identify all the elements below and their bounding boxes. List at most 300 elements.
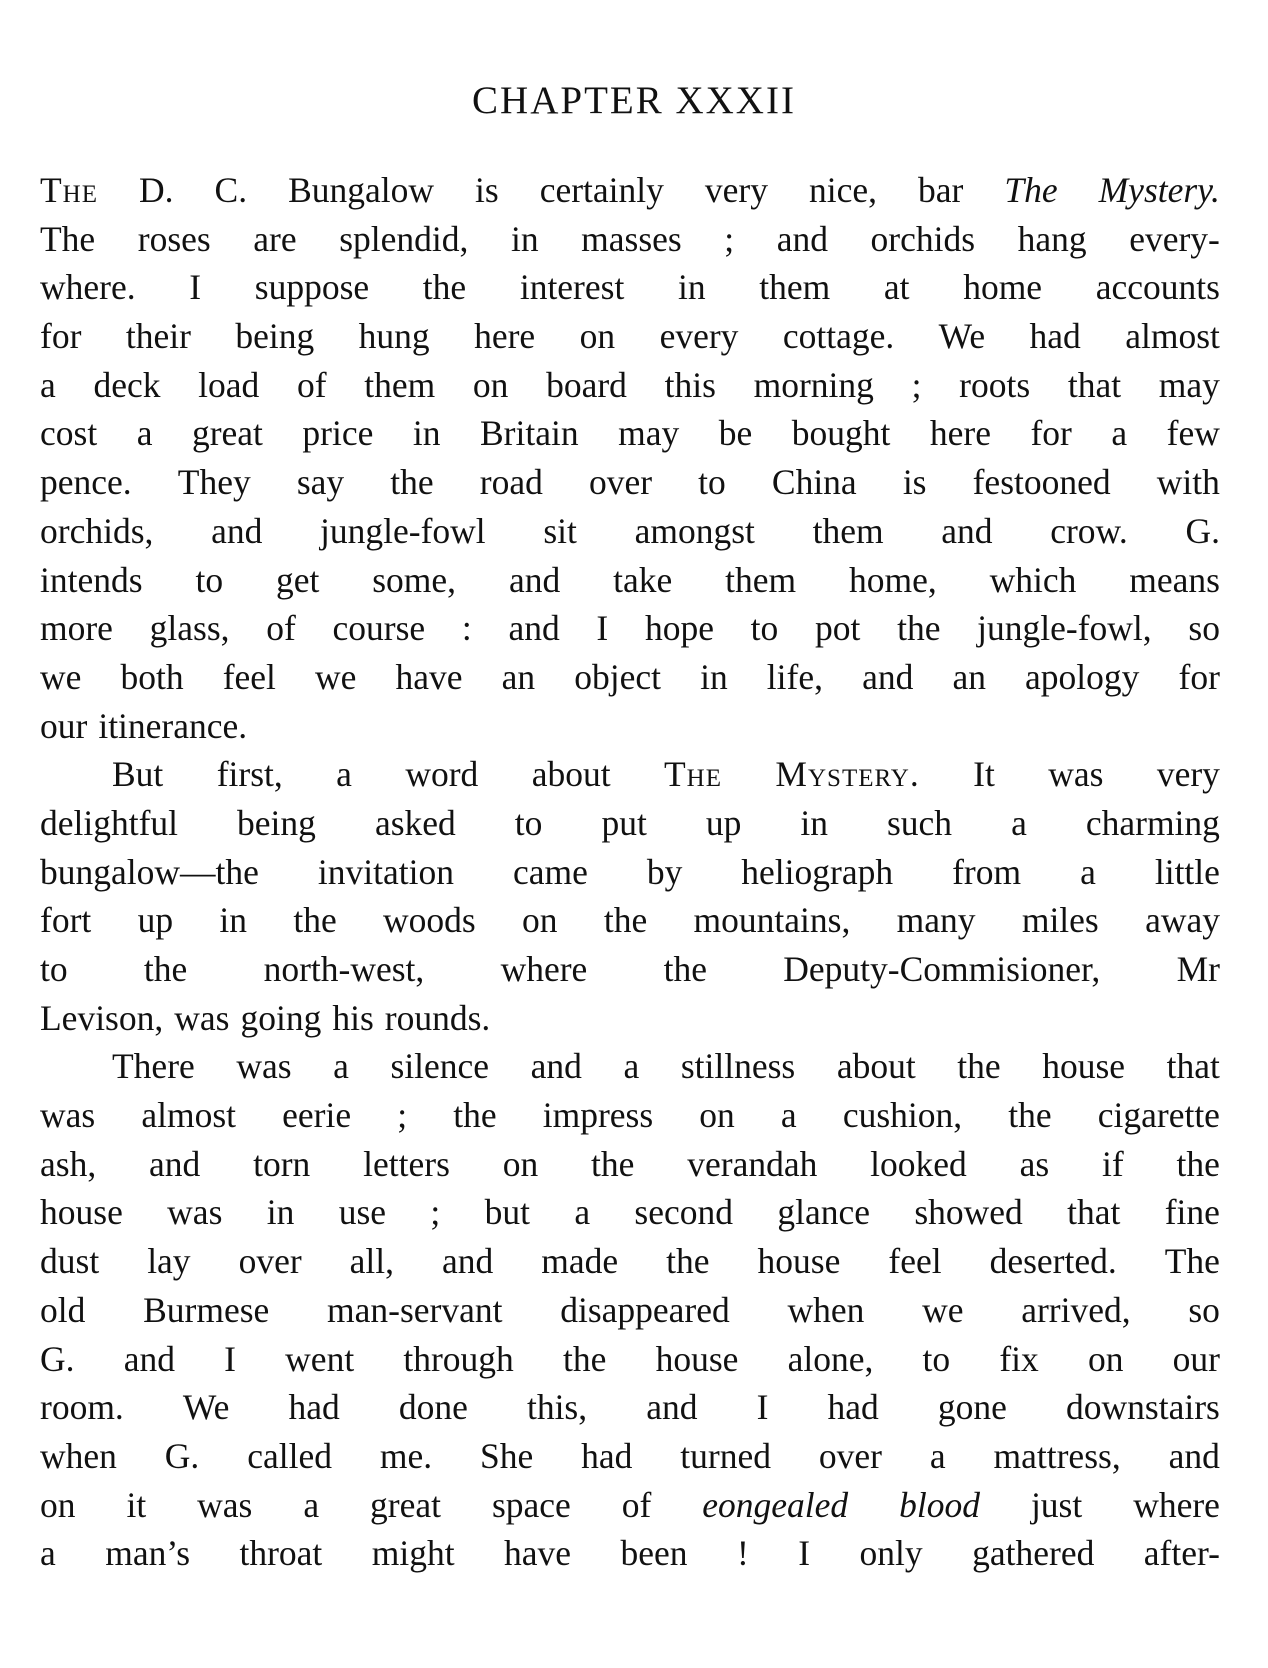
word: lay <box>147 1241 191 1282</box>
word: fine <box>1164 1192 1220 1233</box>
word: about <box>836 1046 916 1087</box>
word: and <box>508 608 560 649</box>
word: She <box>479 1435 534 1476</box>
word: But <box>112 754 164 795</box>
word: very <box>704 170 768 210</box>
word: delightful <box>40 802 179 843</box>
text-line <box>40 848 1220 897</box>
word: Burmese <box>143 1289 270 1330</box>
word: and <box>442 1241 494 1282</box>
word: for <box>1030 413 1072 454</box>
word: every- <box>1129 218 1220 259</box>
word: few <box>1166 413 1220 454</box>
word: alone, <box>787 1338 874 1379</box>
word: went <box>285 1338 355 1379</box>
word: and <box>941 510 993 551</box>
word: and <box>862 656 914 697</box>
word: a <box>40 1533 56 1574</box>
word: intends <box>40 559 143 600</box>
word: are <box>253 218 297 259</box>
word: masses <box>581 218 682 259</box>
word: them <box>725 559 797 600</box>
text-line <box>40 1237 1220 1286</box>
word: the <box>897 608 941 649</box>
word: letters <box>363 1143 450 1184</box>
word: jungle-fowl <box>320 510 486 551</box>
word: nice, <box>809 170 878 210</box>
word: over <box>238 1241 302 1282</box>
word: through <box>403 1338 514 1379</box>
word: for <box>1178 656 1220 697</box>
word: eerie <box>282 1095 352 1136</box>
word: done <box>398 1387 468 1428</box>
word: Britain <box>479 413 579 454</box>
word: had <box>288 1387 340 1428</box>
word: Mystery. <box>775 754 920 795</box>
word: a <box>1011 802 1027 843</box>
word: that <box>1067 364 1122 405</box>
word: house <box>757 1241 841 1282</box>
word: splendid, <box>339 218 469 259</box>
word: downstairs <box>1066 1387 1220 1428</box>
word: over <box>818 1435 882 1476</box>
word: where <box>1133 1484 1220 1525</box>
word: where <box>500 949 588 989</box>
word: the <box>591 1143 635 1184</box>
word: China <box>771 462 857 503</box>
word: was <box>174 997 230 1038</box>
word: We <box>182 1387 230 1428</box>
word: home <box>963 267 1043 308</box>
word: we <box>40 656 82 697</box>
word: D. <box>139 170 174 210</box>
word: and <box>149 1143 201 1184</box>
word: load <box>198 364 260 405</box>
word: deck <box>93 364 161 405</box>
word: that <box>1166 1046 1220 1087</box>
word: great <box>370 1484 441 1525</box>
word: was <box>40 1095 96 1136</box>
paragraph <box>40 1042 1220 1578</box>
word: hope <box>644 608 714 649</box>
word: Deputy-Commisioner, <box>783 949 1101 989</box>
word: we <box>315 656 357 697</box>
word: called <box>247 1435 332 1476</box>
word: verandah <box>687 1143 818 1184</box>
word: a <box>780 1095 797 1136</box>
word: board <box>546 364 627 405</box>
word: after- <box>1143 1533 1220 1574</box>
word: first, <box>216 754 283 795</box>
word: is <box>902 462 927 503</box>
word: dust <box>40 1241 100 1282</box>
text-line <box>40 1188 1220 1237</box>
word: very <box>1156 754 1220 795</box>
text-line <box>40 556 1220 605</box>
word: them <box>364 364 436 405</box>
word: ; <box>724 218 735 259</box>
word: rounds. <box>384 997 491 1038</box>
word: ; <box>911 364 922 405</box>
word: The <box>40 218 96 259</box>
word: is <box>475 170 499 210</box>
word: the <box>143 949 188 989</box>
word: and <box>530 1046 582 1087</box>
word: may <box>1158 364 1220 405</box>
word: have <box>504 1533 572 1574</box>
word: morning <box>753 364 874 405</box>
word: hung <box>358 316 430 357</box>
word: ; <box>430 1192 441 1233</box>
word: interest <box>519 267 625 308</box>
word: be <box>718 413 753 454</box>
word: this <box>664 364 716 405</box>
text-line <box>40 750 1220 799</box>
word: use <box>338 1192 387 1233</box>
word: up <box>705 802 742 843</box>
paragraph <box>40 750 1220 1042</box>
word: G. <box>1185 510 1220 551</box>
word: cost <box>40 413 98 454</box>
word: Mr <box>1176 949 1220 989</box>
word: G. <box>164 1435 200 1476</box>
word: was <box>236 1046 292 1087</box>
text-line <box>40 263 1220 312</box>
word: hang <box>1017 218 1087 259</box>
word: almost <box>1125 316 1220 357</box>
word: a <box>574 1192 591 1233</box>
word: festooned <box>972 462 1111 503</box>
word: glass, <box>149 608 230 649</box>
word: the <box>453 1095 497 1136</box>
word: but <box>484 1192 530 1233</box>
word: course <box>332 608 426 649</box>
word: The <box>1164 1241 1220 1282</box>
text-line <box>40 166 1220 215</box>
word: when <box>40 1435 117 1476</box>
word: The <box>40 170 99 210</box>
word: cushion, <box>842 1095 963 1136</box>
word: a <box>136 413 153 454</box>
word: a <box>333 1046 349 1087</box>
word: had <box>581 1435 633 1476</box>
word: accounts <box>1095 267 1220 308</box>
word: pence. <box>40 462 132 503</box>
word: ash, <box>40 1143 97 1184</box>
word: where. <box>40 267 136 308</box>
text-line <box>40 799 1220 848</box>
word: mountains, <box>693 900 851 941</box>
word: was <box>197 1484 253 1525</box>
word: turned <box>680 1435 771 1476</box>
word: They <box>177 462 251 503</box>
word: with <box>1156 462 1220 503</box>
word: miles <box>1021 900 1099 941</box>
word: both <box>120 656 184 697</box>
word: in <box>677 267 706 308</box>
word: every <box>659 316 739 357</box>
word: : <box>461 608 472 649</box>
word: we <box>922 1289 964 1330</box>
text-line <box>40 604 1220 653</box>
word: the <box>1008 1095 1052 1136</box>
word: cottage. <box>782 316 895 357</box>
word: old <box>40 1289 86 1330</box>
word: great <box>191 413 263 454</box>
word: almost <box>141 1095 237 1136</box>
word: blood <box>899 1484 980 1525</box>
word: if <box>1102 1143 1124 1184</box>
word: showed <box>914 1192 1023 1233</box>
word: been <box>620 1533 688 1574</box>
text-line <box>40 896 1220 945</box>
word: just <box>1030 1484 1083 1525</box>
word: There <box>112 1046 195 1087</box>
word: here <box>474 316 536 357</box>
text-line <box>40 215 1220 264</box>
word: when <box>787 1289 865 1330</box>
word: a <box>1080 851 1096 892</box>
word: more <box>40 608 113 649</box>
word: I <box>224 1338 236 1379</box>
word: a <box>623 1046 640 1087</box>
text-line <box>40 1091 1220 1140</box>
word: about <box>531 754 611 795</box>
word: pot <box>815 608 861 649</box>
word: The <box>664 754 723 795</box>
word: I <box>596 608 609 649</box>
word: and <box>776 218 828 259</box>
word: asked <box>374 802 456 843</box>
word: going <box>240 997 322 1038</box>
word: man-servant <box>327 1289 503 1330</box>
text-line <box>40 507 1220 556</box>
word: orchids <box>870 218 976 259</box>
word: in <box>510 218 539 259</box>
word: might <box>371 1533 455 1574</box>
word: a <box>1111 413 1128 454</box>
word: to <box>40 949 68 989</box>
word: a <box>303 1484 320 1525</box>
word: of <box>266 608 296 649</box>
word: all, <box>349 1241 395 1282</box>
word: bungalow—the <box>40 851 259 892</box>
word: on <box>699 1095 735 1136</box>
word: feel <box>222 656 276 697</box>
text-line <box>40 1335 1220 1384</box>
word: Levison, <box>40 997 164 1038</box>
text-line <box>40 458 1220 507</box>
text-line <box>40 1140 1220 1189</box>
word: word <box>405 754 479 795</box>
word: an <box>952 656 986 697</box>
word: his <box>332 997 374 1038</box>
word: object <box>574 656 661 697</box>
word: came <box>512 851 588 892</box>
word: the <box>603 900 648 941</box>
word: sit <box>543 510 577 551</box>
word: bar <box>918 170 964 210</box>
word: gone <box>937 1387 1007 1428</box>
word: G. <box>40 1338 75 1379</box>
word: crow. <box>1050 510 1128 551</box>
word: little <box>1154 851 1220 892</box>
word: up <box>137 900 174 941</box>
word: their <box>125 316 191 357</box>
word: our <box>40 705 88 746</box>
word: in <box>800 802 828 843</box>
word: throat <box>239 1533 323 1574</box>
word: to <box>698 462 726 503</box>
word: means <box>1129 559 1220 600</box>
word: the <box>390 462 434 503</box>
word: second <box>634 1192 734 1233</box>
word: apology <box>1025 656 1140 697</box>
chapter-title: CHAPTER XXXII <box>472 79 796 122</box>
word: feel <box>888 1241 942 1282</box>
word: was <box>167 1192 223 1233</box>
word: of <box>621 1484 652 1525</box>
word: and <box>508 559 561 600</box>
word: space <box>491 1484 571 1525</box>
word: them <box>759 267 831 308</box>
word: had <box>827 1387 879 1428</box>
word: life, <box>766 656 823 697</box>
paragraph <box>40 166 1220 750</box>
word: torn <box>253 1143 311 1184</box>
word: on <box>40 1484 76 1525</box>
word: was <box>1048 754 1104 795</box>
word: in <box>412 413 441 454</box>
text-line <box>40 361 1220 410</box>
word: away <box>1145 900 1220 941</box>
word: which <box>989 559 1077 600</box>
word: here <box>929 413 991 454</box>
word: a <box>929 1435 946 1476</box>
text-line <box>40 994 1220 1043</box>
word: say <box>296 462 345 503</box>
text-line <box>40 1481 1220 1530</box>
word: and <box>646 1387 698 1428</box>
word: disappeared <box>560 1289 730 1330</box>
word: made <box>541 1241 619 1282</box>
word: our <box>1172 1338 1220 1379</box>
word: the <box>293 900 337 941</box>
word: ! <box>736 1533 749 1574</box>
word: gathered <box>972 1533 1095 1574</box>
word: certainly <box>539 170 664 210</box>
word: eongealed <box>702 1484 849 1525</box>
word: on <box>472 364 509 405</box>
word: it <box>126 1484 147 1525</box>
word: the <box>666 1241 710 1282</box>
word: and <box>1168 1435 1220 1476</box>
word: the <box>957 1046 1001 1087</box>
word: We <box>938 316 986 357</box>
word: had <box>1029 316 1081 357</box>
word: suppose <box>254 267 370 308</box>
word: to <box>750 608 779 649</box>
text-line <box>40 1286 1220 1335</box>
word: roses <box>137 218 211 259</box>
text-line <box>40 1383 1220 1432</box>
word: and <box>123 1338 175 1379</box>
word: on <box>522 900 558 941</box>
word: them <box>812 510 884 551</box>
word: It <box>973 754 995 795</box>
word: price <box>302 413 374 454</box>
word: Mystery. <box>1098 170 1220 210</box>
text-line <box>40 409 1220 458</box>
word: stillness <box>680 1046 796 1087</box>
word: that <box>1067 1192 1121 1233</box>
word: have <box>395 656 463 697</box>
word: and <box>211 510 263 551</box>
word: charming <box>1085 802 1220 843</box>
word: to <box>514 802 543 843</box>
word: man’s <box>105 1533 191 1574</box>
word: being <box>235 316 315 357</box>
word: Bungalow <box>288 170 435 210</box>
word: invitation <box>317 851 454 892</box>
word: roots <box>959 364 1031 405</box>
word: itinerance. <box>98 705 248 746</box>
word: on <box>502 1143 539 1184</box>
word: me. <box>379 1435 433 1476</box>
word: of <box>296 364 327 405</box>
word: such <box>886 802 953 843</box>
word: silence <box>390 1046 490 1087</box>
word: The <box>1004 170 1058 210</box>
word: I <box>189 267 202 308</box>
word: deserted. <box>989 1241 1117 1282</box>
word: as <box>1019 1143 1050 1184</box>
word: amongst <box>634 510 755 551</box>
word: put <box>601 802 647 843</box>
word: house <box>40 1192 123 1233</box>
word: ; <box>397 1095 408 1136</box>
word: impress <box>542 1095 654 1136</box>
word: room. <box>40 1387 124 1428</box>
word: in <box>266 1192 295 1233</box>
word: cigarette <box>1097 1095 1220 1136</box>
chapter-body <box>40 166 1220 1578</box>
word: in <box>219 900 248 941</box>
word: on <box>579 316 616 357</box>
word: in <box>700 656 728 697</box>
word: some, <box>372 559 457 600</box>
word: looked <box>870 1143 967 1184</box>
word: heliograph <box>741 851 894 892</box>
word: take <box>613 559 673 600</box>
word: only <box>859 1533 923 1574</box>
word: a <box>40 364 56 405</box>
word: jungle-fowl, <box>977 608 1152 649</box>
word: north-west, <box>263 949 425 989</box>
text-line <box>40 1432 1220 1481</box>
text-line <box>40 945 1220 994</box>
word: may <box>618 413 680 454</box>
text-line <box>40 702 1220 751</box>
word: C. <box>214 170 248 210</box>
word: so <box>1188 1289 1220 1330</box>
word: by <box>646 851 683 892</box>
word: this, <box>526 1387 588 1428</box>
text-line <box>40 312 1220 361</box>
word: for <box>40 316 82 357</box>
word: on <box>1087 1338 1124 1379</box>
word: to <box>922 1338 951 1379</box>
